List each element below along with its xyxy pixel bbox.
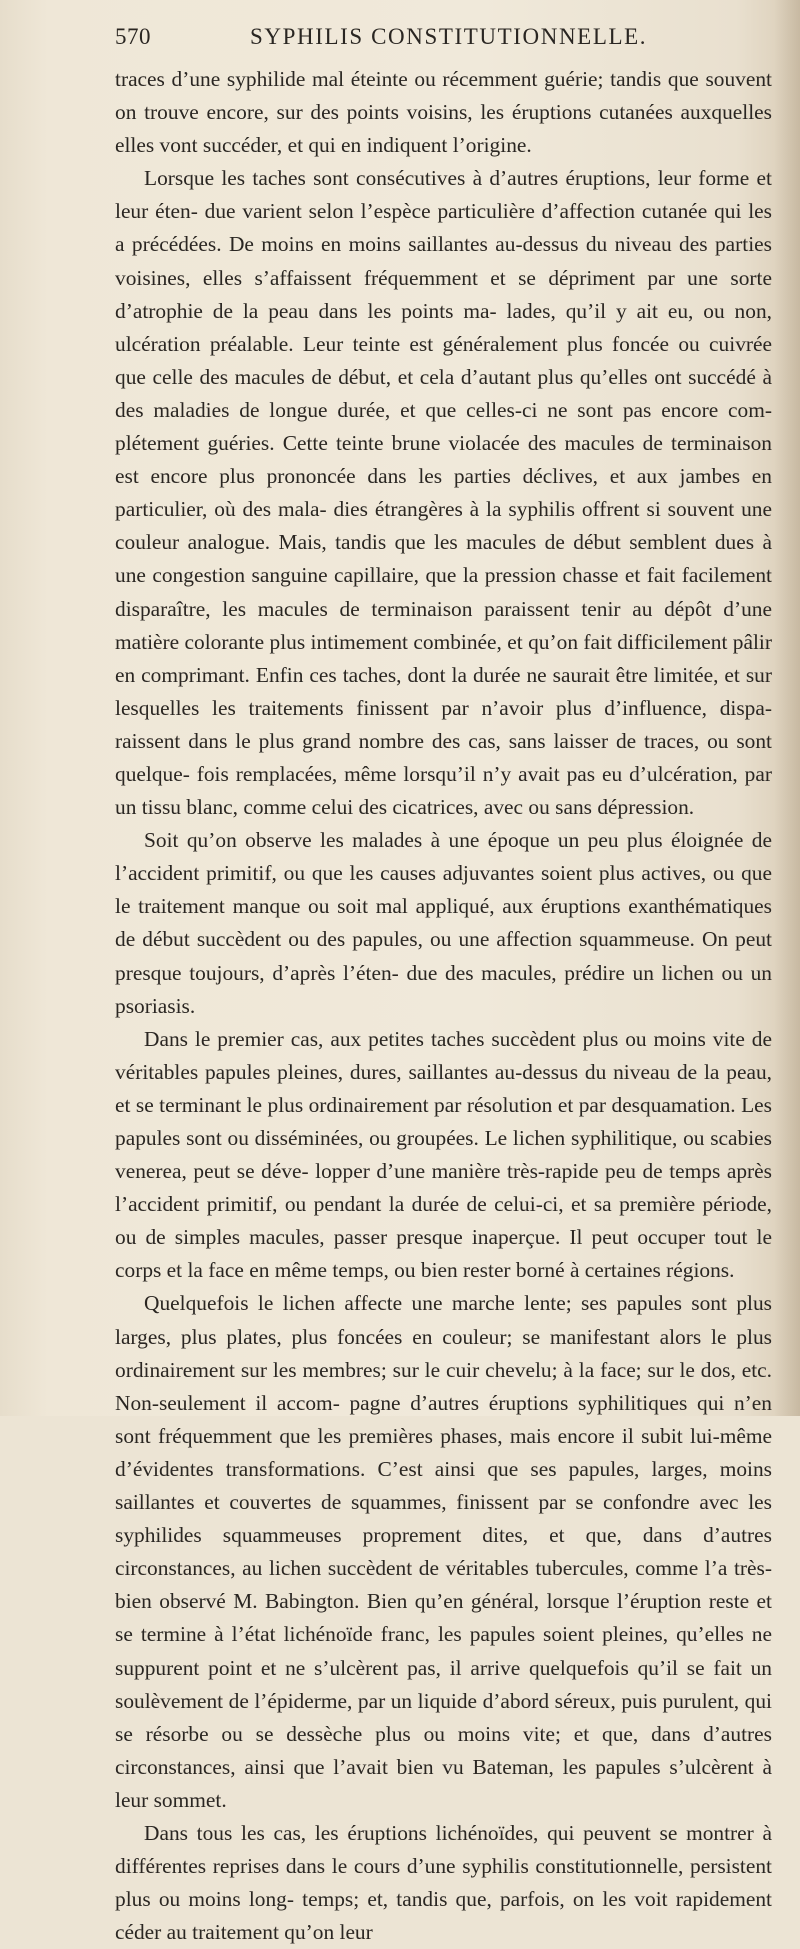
paragraph-1: traces d’une syphilide mal éteinte ou récemment guérie; tandis que souvent on trouve encore, sur des points voisins, les éruptions cutanées auxquelles elles vont succéder, et qui en indiquent l’origine. [115, 67, 772, 158]
paragraph-2: Lorsque les taches sont consécutives à d’autres éruptions, leur forme et leur éten- due varient selon l’espèce particulière d’affection cutanée qui les a précédées. De moins en moins saillantes au-dessus du niveau des parties voisines, elles s’affaissent fréquemment et se dépriment par une sorte d’atrophie de la peau dans les points ma- lades, qu’il y ait eu, ou non, ulcération préalable. Leur teinte est généralement plus foncée ou cuivrée que celle des macules de début, et cela d’autant plus qu’elles ont succédé à des maladies de longue durée, et que celles-ci ne sont pas encore com- plétement guéries. Cette teinte brune violacée des macules de terminaison est encore plus prononcée dans les parties déclives, et aux jambes en particulier, où des mala- dies étrangères à la syphilis offrent si souvent une couleur analogue. Mais, tandis que les macules de début semblent dues à une congestion sanguine capillaire, que la pression chasse et fait facilement disparaître, les macules de terminaison paraissent tenir au dépôt d’une matière colorante plus intimement combinée, et qu’on fait difficilement pâlir en comprimant. Enfin ces taches, dont la durée ne saurait être limitée, et sur lesquelles les traitements finissent par n’avoir plus d’influence, dispa- raissent dans le plus grand nombre des cas, sans laisser de traces, ou sont quelque- fois remplacées, même lorsqu’il n’y avait pas eu d’ulcération, par un tissu blanc, comme celui des cicatrices, avec ou sans dépression. [115, 166, 772, 820]
running-title: SYPHILIS CONSTITUTIONNELLE. [250, 24, 648, 49]
body-text [115, 63, 772, 1949]
paragraph-3: Soit qu’on observe les malades à une époque un peu plus éloignée de l’accident primitif, ou que les causes adjuvantes soient plus actives, ou que le traitement manque ou soit mal appliqué, aux éruptions exanthématiques de début succèdent ou des papules, ou une affection squammeuse. On peut presque toujours, d’après l’éten- due des macules, prédire un lichen ou un psoriasis. [115, 828, 772, 1018]
page-number: 570 [115, 24, 151, 49]
paragraph-5: Quelquefois le lichen affecte une marche lente; ses papules sont plus larges, plus plates, plus foncées en couleur; se manifestant alors le plus ordinairement sur les membres; sur le cuir chevelu; à la face; sur le dos, etc. Non-seulement il accom- pagne d’autres éruptions syphilitiques qui n’en sont fréquemment que les premières phases, mais encore il subit lui-même d’évidentes transformations. C’est ainsi que ses papules, larges, moins saillantes et couvertes de squammes, finissent par se confondre avec les syphilides squammeuses proprement dites, et que, dans d’autres circonstances, au lichen succèdent de véritables tubercules, comme l’a très-bien observé M. Babington. Bien qu’en général, lorsque l’éruption reste et se termine à l’état lichénoïde franc, les papules soient pleines, qu’elles ne suppurent point et ne s’ulcèrent pas, il arrive quelquefois qu’il se fait un soulèvement de l’épiderme, par un liquide d’abord séreux, puis purulent, qui se résorbe ou se dessèche plus ou moins vite; et que, dans d’autres circonstances, ainsi que l’avait bien vu Bateman, les papules s’ulcèrent à leur sommet. [115, 1291, 772, 1812]
page-edge-shadow [774, 0, 800, 1416]
page-header [115, 22, 775, 56]
paragraph-4: Dans le premier cas, aux petites taches succèdent plus ou moins vite de véritables papules pleines, dures, saillantes au-dessus du niveau de la peau, et se terminant le plus ordinairement par résolution et par desquamation. Les papules sont ou disséminées, ou groupées. Le lichen syphilitique, ou scabies venerea, peut se déve- lopper d’une manière très-rapide peu de temps après l’accident primitif, ou pendant la durée de celui-ci, et sa première période, ou de simples macules, passer presque inaperçue. Il peut occuper tout le corps et la face en même temps, ou bien rester borné à certaines régions. [115, 1026, 772, 1283]
paragraph-6: Dans tous les cas, les éruptions lichénoïdes, qui peuvent se montrer à différentes reprises dans le cours d’une syphilis constitutionnelle, persistent plus ou moins long- temps; et, tandis que, parfois, on les voit rapidement céder au traitement qu’on leur [115, 1820, 772, 1945]
